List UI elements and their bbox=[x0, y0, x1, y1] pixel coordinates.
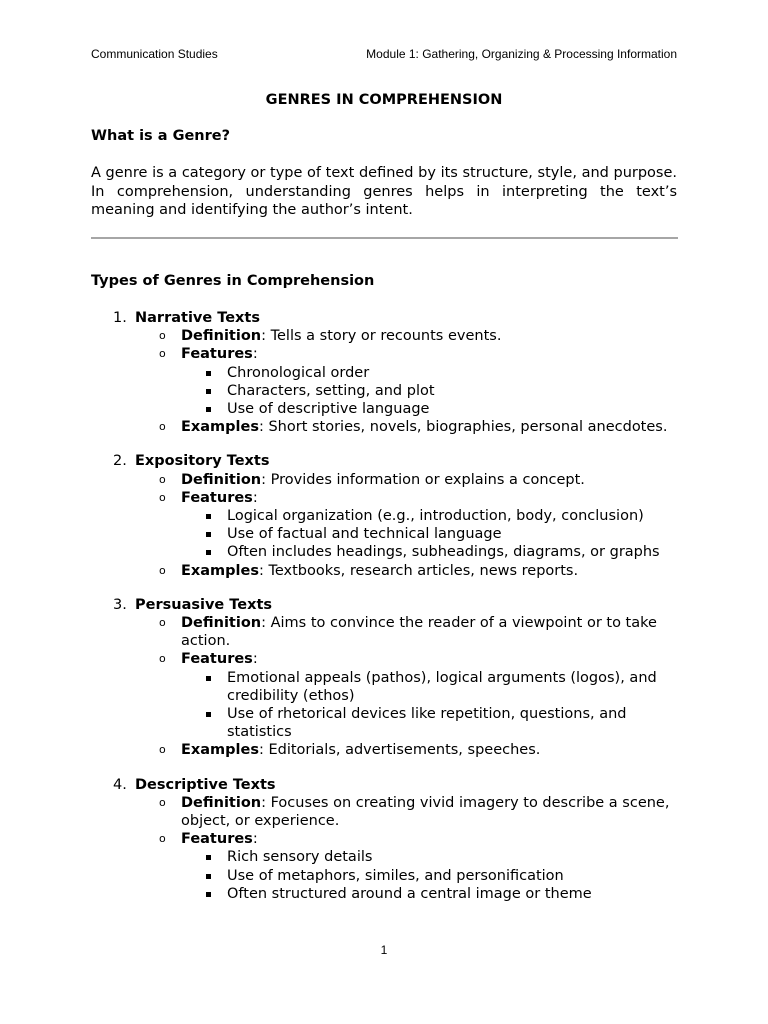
circle-bullet-icon: o bbox=[159, 795, 166, 809]
circle-bullet-icon: o bbox=[159, 472, 166, 486]
circle-bullet-icon: o bbox=[159, 329, 166, 343]
feature-item bbox=[135, 885, 681, 903]
square-bullet-icon bbox=[206, 532, 211, 537]
features-line: o Features: bbox=[159, 651, 258, 668]
genre-item bbox=[91, 776, 681, 903]
definition-line-text: : Provides information or explains a concept. bbox=[261, 471, 585, 488]
square-bullet-icon bbox=[206, 676, 211, 681]
features-line: o Features: bbox=[159, 346, 258, 363]
square-bullet-icon bbox=[206, 892, 211, 897]
genre-number: 1. bbox=[113, 310, 127, 326]
horizontal-divider bbox=[91, 237, 678, 239]
feature-text: Emotional appeals (pathos), logical arguments (logos), and credibility (ethos) bbox=[227, 669, 657, 704]
definition-line bbox=[135, 327, 681, 345]
genre-item bbox=[91, 309, 681, 436]
feature-text: Logical organization (e.g., introduction, body, conclusion) bbox=[227, 508, 644, 525]
definition-line-label: Definition bbox=[181, 471, 262, 488]
intro-heading: What is a Genre? bbox=[91, 128, 231, 144]
genre-number: 3. bbox=[113, 596, 127, 613]
genre-name: Descriptive Texts bbox=[135, 776, 276, 793]
examples-line-text: : Short stories, novels, biographies, personal anecdotes. bbox=[258, 419, 668, 436]
page-header bbox=[91, 47, 677, 65]
genre-name: Persuasive Texts bbox=[135, 596, 272, 613]
examples-line-label: Examples bbox=[181, 562, 259, 579]
square-bullet-icon bbox=[206, 514, 211, 519]
feature-item bbox=[135, 867, 681, 885]
genre-number: 4. bbox=[113, 776, 127, 793]
circle-bullet-icon: o bbox=[159, 420, 166, 434]
definition-line bbox=[135, 471, 681, 489]
definition-line bbox=[135, 794, 681, 830]
circle-bullet-icon: o bbox=[159, 652, 166, 666]
feature-item bbox=[135, 848, 681, 866]
feature-item bbox=[135, 543, 681, 561]
genre-item bbox=[91, 596, 681, 760]
page-number: 1 bbox=[380, 943, 388, 957]
examples-line bbox=[135, 562, 681, 580]
circle-bullet-icon: o bbox=[159, 743, 166, 757]
feature-item bbox=[135, 525, 681, 543]
examples-line-text: : Textbooks, research articles, news reports. bbox=[258, 562, 579, 579]
examples-line bbox=[135, 418, 681, 436]
feature-text: Use of descriptive language bbox=[227, 401, 430, 418]
feature-text: Often includes headings, subheadings, diagrams, or graphs bbox=[227, 544, 660, 561]
definition-line-text: : Tells a story or recounts events. bbox=[261, 328, 502, 345]
document-title: GENRES IN COMPREHENSION bbox=[265, 92, 503, 108]
features-line: o Features: bbox=[159, 489, 258, 506]
features-line-label: Features bbox=[181, 489, 253, 506]
definition-line-label: Definition bbox=[181, 794, 262, 811]
definition-line-text: : Aims to convince the reader of a viewpoint or to take action. bbox=[181, 615, 657, 650]
feature-text: Chronological order bbox=[227, 364, 370, 381]
definition-line bbox=[135, 614, 681, 650]
circle-bullet-icon: o bbox=[159, 347, 166, 361]
definition-line-text: : Focuses on creating vivid imagery to describe a scene, object, or experience. bbox=[181, 794, 670, 830]
definition-line-label: Definition bbox=[181, 615, 262, 632]
feature-text: Characters, setting, and plot bbox=[227, 382, 435, 399]
feature-text: Use of rhetorical devices like repetition, questions, and statistics bbox=[227, 706, 627, 741]
examples-line-label: Examples bbox=[181, 742, 259, 759]
genre-number: 2. bbox=[113, 453, 127, 470]
header-course: Communication Studies bbox=[91, 47, 218, 61]
circle-bullet-icon: o bbox=[159, 563, 166, 577]
examples-line-label: Examples bbox=[181, 419, 259, 436]
feature-item bbox=[135, 507, 681, 525]
square-bullet-icon bbox=[206, 371, 211, 376]
feature-item bbox=[135, 705, 681, 741]
features-line: o Features: bbox=[159, 831, 258, 848]
square-bullet-icon bbox=[206, 407, 211, 412]
features-line-label: Features bbox=[181, 651, 253, 668]
genre-list bbox=[91, 309, 681, 919]
circle-bullet-icon: o bbox=[159, 490, 166, 504]
square-bullet-icon bbox=[206, 855, 211, 860]
circle-bullet-icon: o bbox=[159, 616, 166, 630]
square-bullet-icon bbox=[206, 712, 211, 717]
features-line-label: Features bbox=[181, 831, 253, 848]
feature-text: Use of metaphors, similes, and personification bbox=[227, 867, 564, 884]
feature-text: Often structured around a central image or theme bbox=[227, 885, 592, 902]
square-bullet-icon bbox=[206, 874, 211, 879]
feature-item bbox=[135, 364, 681, 382]
genre-name: Expository Texts bbox=[135, 453, 270, 470]
square-bullet-icon bbox=[206, 389, 211, 394]
genre-item bbox=[91, 452, 681, 579]
examples-line bbox=[135, 741, 681, 759]
genre-name: Narrative Texts bbox=[135, 310, 260, 326]
types-heading: Types of Genres in Comprehension bbox=[91, 273, 375, 289]
feature-text: Rich sensory details bbox=[227, 849, 373, 866]
square-bullet-icon bbox=[206, 550, 211, 555]
examples-line-text: : Editorials, advertisements, speeches. bbox=[258, 742, 541, 759]
circle-bullet-icon: o bbox=[159, 832, 166, 846]
feature-text: Use of factual and technical language bbox=[227, 526, 502, 543]
feature-item bbox=[135, 669, 681, 705]
intro-paragraph: A genre is a category or type of text defined by its structure, style, and purpose. In comprehension, understanding genres helps in interpreting the text’s meaning and identifying the author’s intent. bbox=[91, 165, 677, 218]
header-module: Module 1: Gathering, Organizing & Processing Information bbox=[366, 47, 677, 61]
feature-item bbox=[135, 400, 681, 418]
definition-line-label: Definition bbox=[181, 328, 262, 345]
feature-item bbox=[135, 382, 681, 400]
features-line-label: Features bbox=[181, 346, 253, 363]
